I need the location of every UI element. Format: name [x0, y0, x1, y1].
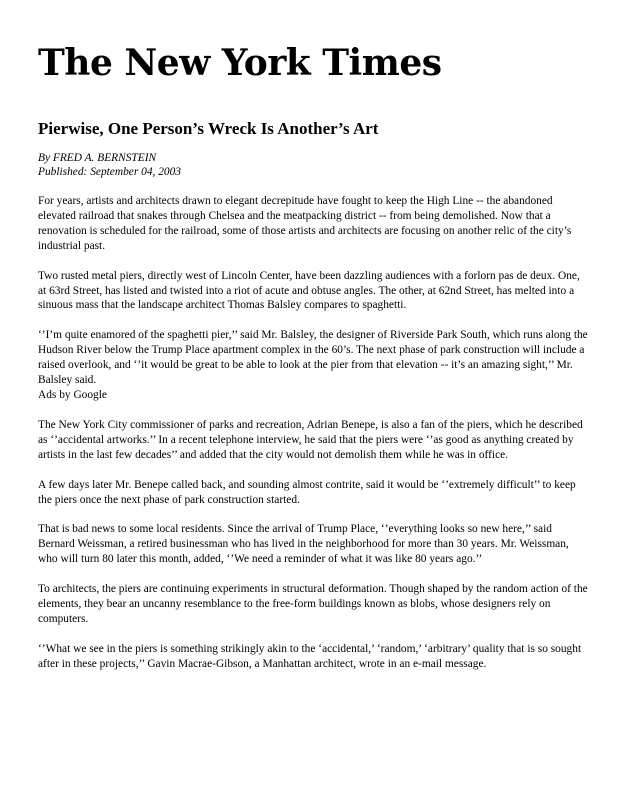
article-paragraph: A few days later Mr. Benepe called back, and sounding almost contrite, said it would be ‘’extremely difficult’’ to keep the piers once the next phase of park construction started. [38, 478, 576, 506]
article-paragraph: ‘’What we see in the piers is something strikingly akin to the ‘accidental,’ ‘random,’ ‘arbitrary’ quality that is so sought after in these projects,’’ Gavin Macrae-Gibson, a Manhattan architect, wrote in an e-mail message. [38, 642, 582, 670]
article-headline: Pierwise, One Person’s Wreck Is Another’s Art [38, 119, 379, 138]
article-paragraph: That is bad news to some local residents. Since the arrival of Trump Place, ‘’everything looks so new here,’’ said Bernard Weissman, a retired businessman who has lived in the neighborhood for more than 30 years. Mr. Weissman, who will turn 80 later this month, added, ‘’We need a reminder of what it was like 80 years ago.’’ [38, 523, 569, 566]
article-paragraph: The New York City commissioner of parks and recreation, Adrian Benepe, is also a fan of the piers, which he described as ‘’accidental artworks.’’ In a recent telephone interview, he said that the piers were ‘’as good as anything created by artists in the last few decades’’ and added that the city would not demolish them while he was in office. [38, 418, 583, 461]
article-paragraph: To architects, the piers are continuing experiments in structural deformation. Though shaped by the random action of the elements, they bear an uncanny resemblance to the free-form buildings known as blobs, whose designers rely on computers. [38, 583, 588, 625]
article-published-date: Published: September 04, 2003 [38, 166, 181, 178]
newspaper-masthead: The New York Times [38, 42, 442, 84]
article-byline-block [38, 151, 598, 179]
article-paragraph: For years, artists and architects drawn to elegant decrepitude have fought to keep the High Line -- the abandoned elevated railroad that snakes through Chelsea and the meatpacking district -- from being demolished. Now that a renovation is scheduled for the railroad, some of those artists and architects are focusing on another relic of the city’s industrial past. [38, 195, 572, 252]
article-paragraph: ‘’I’m quite enamored of the spaghetti pier,’’ said Mr. Balsley, the designer of Riverside Park South, which runs along the Hudson River below the Trump Place apartment complex in the 60’s. The next phase of park construction will include a raised overlook, and ‘’it would be great to be able to look at the pier from that elevation -- it’s an amazing sight,’’ Mr. Balsley said. [38, 329, 588, 387]
article-author: By FRED A. BERNSTEIN [38, 152, 157, 164]
ads-by-google-link[interactable]: Ads by Google [38, 388, 107, 401]
article-body [38, 194, 588, 687]
article-paragraph: Two rusted metal piers, directly west of Lincoln Center, have been dazzling audiences with a forlorn pas de deux. One, at 63rd Street, has listed and twisted into a riot of acute and obtuse angles. The other, at 62nd Street, has melted into a sinuous mass that the landscape architect Thomas Balsley compares to spaghetti. [38, 269, 580, 312]
